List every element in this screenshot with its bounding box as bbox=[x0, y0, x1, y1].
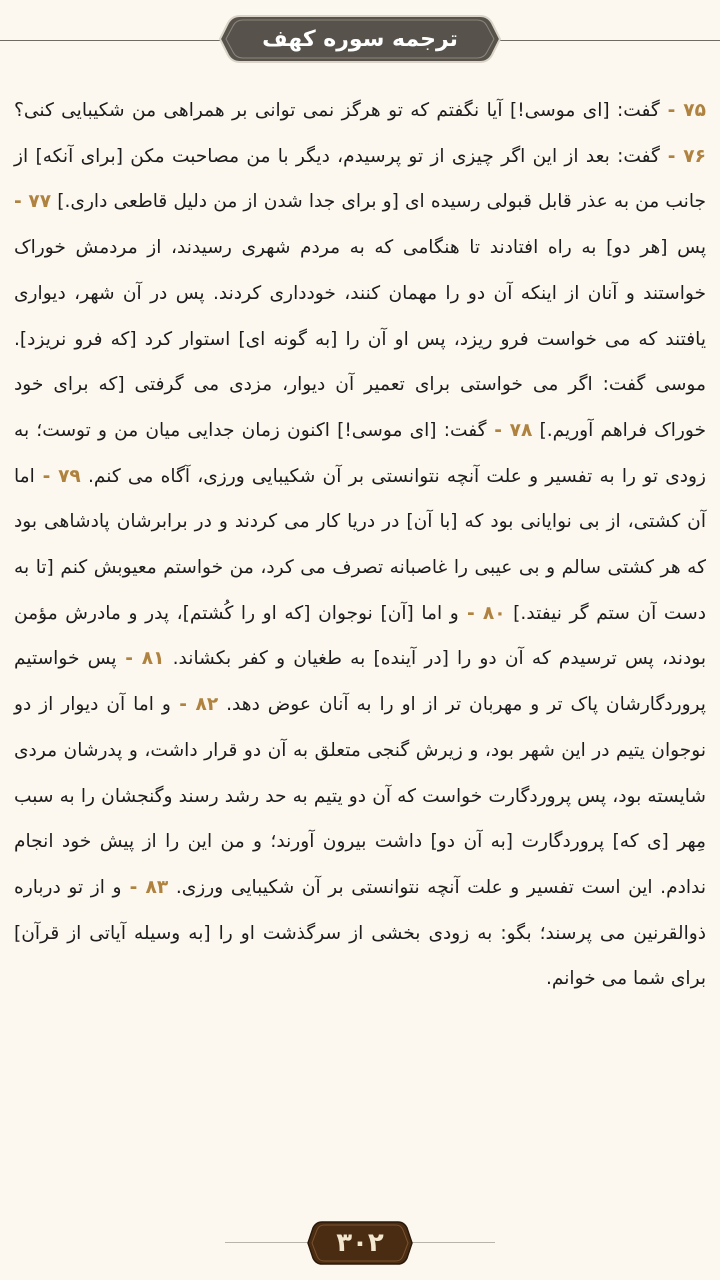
page-number-badge bbox=[306, 1220, 414, 1266]
verse-number: ۸۰ - bbox=[458, 602, 506, 624]
verse-text: گفت: [ای موسی!] اکنون زمان جدایی میان من و توست؛ به زودی تو را به تفسیر و علت آنچه نتوانستی بر آن شکیبایی ورزی، آگاه می کنم. bbox=[14, 419, 706, 487]
verse-number: ۸۱ - bbox=[116, 648, 165, 670]
verse-number: ۸۳ - bbox=[121, 876, 169, 898]
verse-text: پس [هر دو] به راه افتادند تا هنگامی که به مردم شهری رسیدند، از مردمش خوراک خواستند و آنان از اینکه آن دو را مهمان کنند، خودداری کردند. پس در آن شهر، دیواری یافتند که می خواست فرو ریزد، پس او آن را [به گونه ای] استوار کرد [که فرو نریزد]. موسی گفت: اگر می خواستی برای تعمیر آن دیوار، مزدی می گرفتی [که برای خود خوراک فراهم آوریم.] bbox=[14, 237, 706, 441]
verse-text: و اما آن دیوار از دو نوجوان یتیم در این شهر بود، و زیرش گنجی متعلق به آن دو قرار داشت، و پدرشان مردی شایسته بود، پس پروردگارت خواست که آن دو یتیم به حد رشد رسند وگنجشان را به سبب مِهر [ی که] پروردگارت [به آن دو] داشت بیرون آورند؛ و من این را از پیش خود انجام ندادم. این است تفسیر و علت آنچه نتوانستی بر آن شکیبایی ورزی. bbox=[14, 694, 706, 898]
page-number: ۳۰۲ bbox=[336, 1228, 384, 1258]
verse-text: اما آن کشتی، از بی نوایانی بود که [با آن] در دریا کار می کردند و در برابرشان پادشاهی بود که هر کشتی سالم و بی عیبی را غاصبانه تصرف می کرد، من خواستم معیوبش کنم [تا به دست آن ستم گر نیفتد.] bbox=[14, 465, 706, 624]
verse-text: و از تو درباره ذوالقرنین می پرسند؛ بگو: به زودی بخشی از سرگذشت او را [به وسیله آیاتی از قرآن] برای شما می خوانم. bbox=[14, 876, 706, 990]
header-divider-left bbox=[0, 40, 225, 41]
verse-text: پس خواستیم پروردگارشان پاک تر و مهربان تر از او را به آنان عوض دهد. bbox=[14, 648, 706, 716]
footer-divider-right bbox=[405, 1242, 495, 1243]
verse-number: ۷۶ - bbox=[659, 145, 706, 167]
passage-paragraph bbox=[14, 88, 706, 1002]
verse-number: ۷۸ - bbox=[486, 419, 533, 441]
header-badge bbox=[218, 14, 502, 64]
verse-text: گفت: [ای موسی!] آیا نگفتم که تو هرگز نمی توانی بر همراهی من شکیبایی کنی؟ bbox=[14, 100, 660, 121]
header-divider-right bbox=[495, 40, 720, 41]
verse-number: ۸۲ - bbox=[170, 694, 219, 716]
verse-text: گفت: بعد از این اگر چیزی از تو پرسیدم، دیگر با من مصاحبت مکن [برای آنکه] از جانب من به عذر قابل قبولی رسیده ای [و برای جدا شدن از من دلیل قاطعی داری.] bbox=[14, 145, 706, 213]
footer-divider-left bbox=[225, 1242, 315, 1243]
verse-number: ۷۷ - bbox=[14, 191, 52, 213]
verse-text: و اما [آن] نوجوان [که او را کُشتم]، پدر و مادرش مؤمن بودند، پس ترسیدم که آن دو را [در آینده] به طغیان و کفر بکشاند. bbox=[14, 602, 707, 670]
translation-text bbox=[14, 88, 706, 1002]
verse-number: ۷۹ - bbox=[34, 465, 81, 487]
verse-number: ۷۵ - bbox=[659, 100, 706, 121]
page-title: ترجمه سوره کهف bbox=[262, 26, 458, 52]
